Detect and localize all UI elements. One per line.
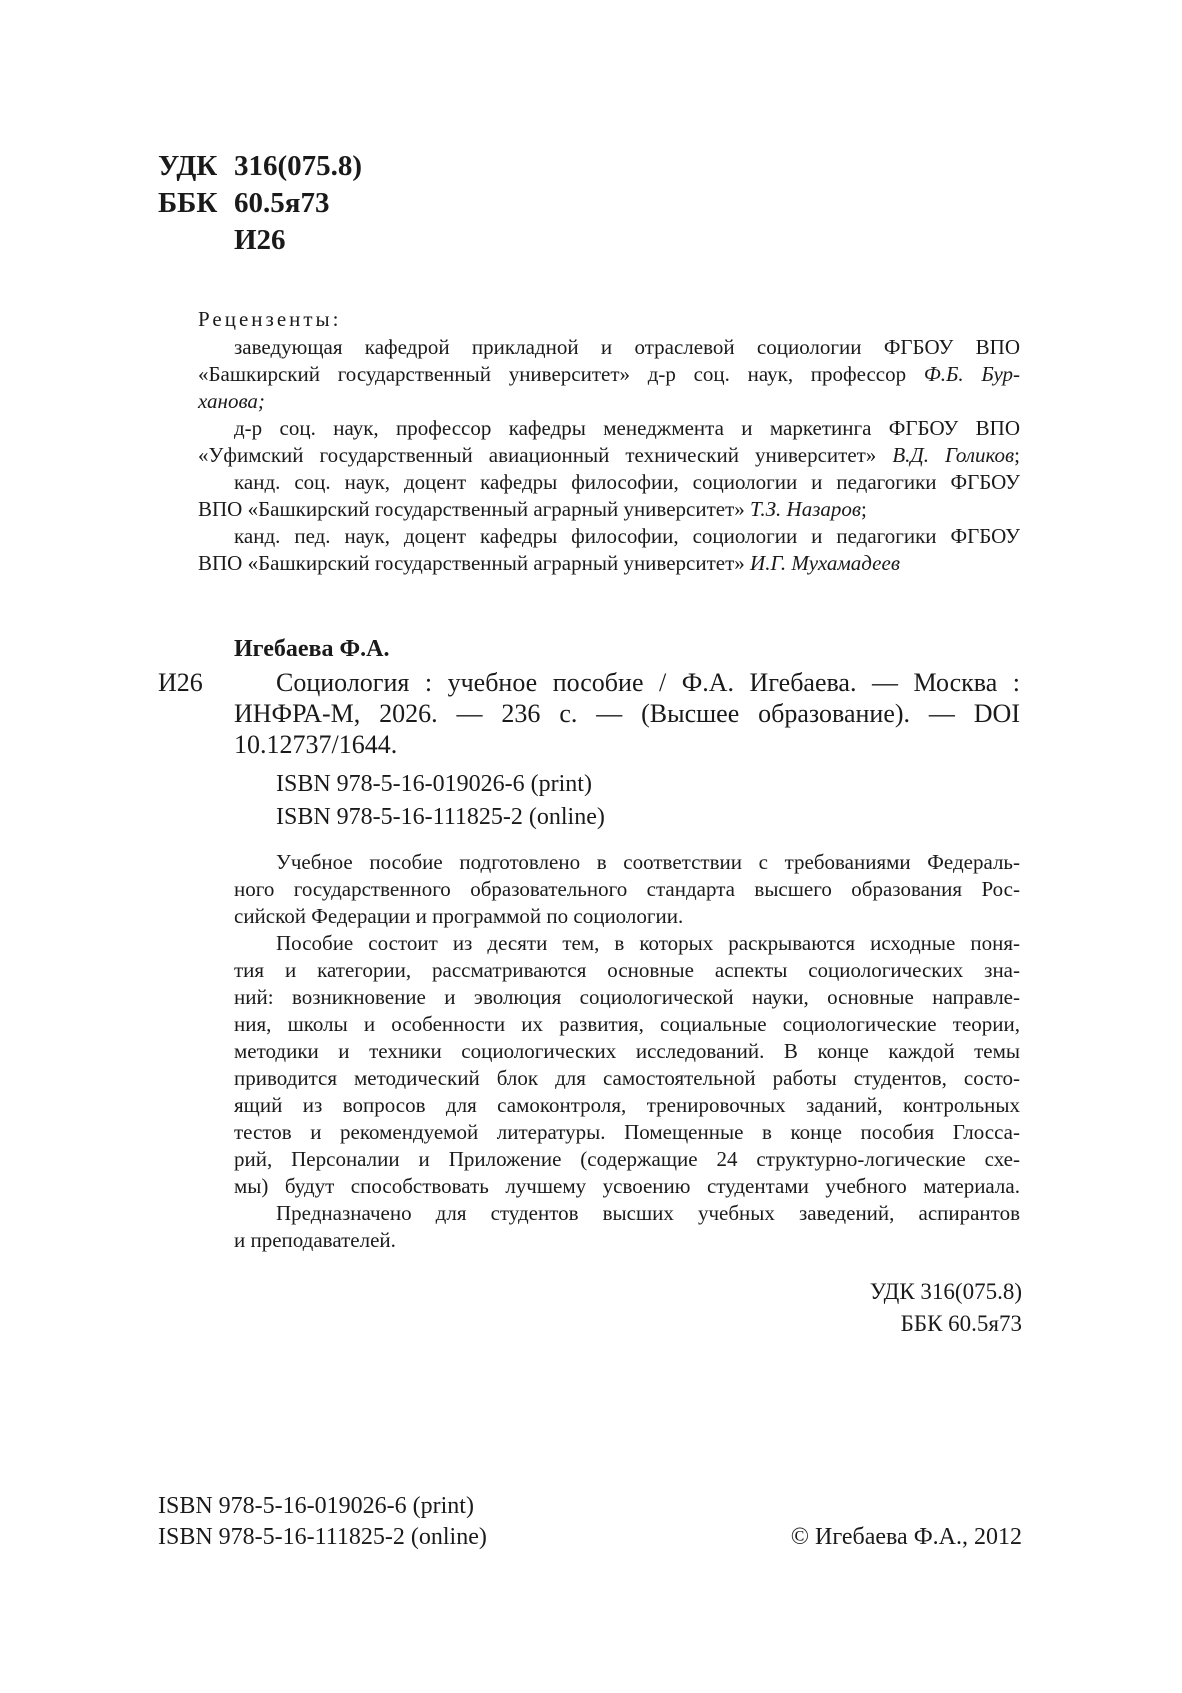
reviewer-name: И.Г. Мухамадеев	[750, 551, 900, 575]
abstract-line: ний: возникновение и эволюция социологической науки, основные направле-	[234, 985, 1020, 1009]
abstract-line: и преподавателей.	[234, 1228, 396, 1252]
reviewer-line: «Башкирский государственный университет» д-р соц. наук, профессор Ф.Б. Бур-	[198, 362, 1020, 386]
udk-label: УДК	[158, 150, 218, 182]
abstract-line: сийской Федерации и программой по социологии.	[234, 904, 684, 928]
reviewer-line: д-р соц. наук, профессор кафедры менеджмента и маркетинга ФГБОУ ВПО	[234, 416, 1020, 440]
reviewer-line: ВПО «Башкирский государственный аграрный университет» И.Г. Мухамадеев	[198, 551, 900, 575]
reviewer-name: В.Д. Голиков	[892, 443, 1015, 467]
abstract-line: Предназначено для студентов высших учебных заведений, аспирантов	[276, 1201, 1020, 1225]
footer-udk: УДК 316(075.8)	[869, 1279, 1022, 1304]
bbk-value: 60.5я73	[234, 187, 330, 219]
abstract-line: ного государственного образовательного стандарта высшего образования Рос-	[234, 877, 1020, 901]
author-mark: И26	[234, 224, 286, 256]
copyright: © Игебаева Ф.А., 2012	[790, 1524, 1022, 1550]
reviewer-line: ВПО «Башкирский государственный аграрный университет» Т.З. Назаров;	[198, 497, 867, 521]
abstract-line: ния, школы и особенности их развития, социальные социологические теории,	[234, 1012, 1020, 1036]
abstract-line: методики и техники социологических исследований. В конце каждой темы	[234, 1039, 1020, 1063]
footer-bbk: ББК 60.5я73	[900, 1311, 1022, 1336]
abstract-line: приводится методический блок для самостоятельной работы студентов, состо-	[234, 1066, 1020, 1090]
entry-code: И26	[158, 668, 203, 697]
bib-line: ИНФРА-М, 2026. — 236 с. — (Высшее образование). — DOI	[234, 699, 1020, 728]
reviewer-line: канд. пед. наук, доцент кафедры философии, социологии и педагогики ФГБОУ	[234, 524, 1020, 548]
bottom-isbn-online: ISBN 978-5-16-111825-2 (online)	[158, 1524, 487, 1550]
reviewer-name: Ф.Б. Бур-	[923, 362, 1020, 386]
reviewer-line: ханова;	[198, 389, 265, 413]
reviewer-line: канд. соц. наук, доцент кафедры философии, социологии и педагогики ФГБОУ	[234, 470, 1020, 494]
isbn-print: ISBN 978-5-16-019026-6 (print)	[276, 771, 592, 797]
bib-line: Социология : учебное пособие / Ф.А. Игебаева. — Москва :	[276, 668, 1020, 697]
bbk-label: ББК	[158, 187, 218, 219]
entry-author: Игебаева Ф.А.	[234, 636, 390, 662]
reviewer-line: «Уфимский государственный авиационный технический университет» В.Д. Голиков;	[198, 443, 1020, 467]
reviewer-name: Т.З. Назаров	[750, 497, 862, 521]
abstract-line: Учебное пособие подготовлено в соответствии с требованиями Федераль-	[276, 850, 1020, 874]
reviewers-heading: Рецензенты:	[198, 307, 342, 331]
abstract-line: тестов и рекомендуемой литературы. Помещенные в конце пособия Глосса-	[234, 1120, 1020, 1144]
abstract-line: ящий из вопросов для самоконтроля, тренировочных заданий, контрольных	[234, 1093, 1020, 1117]
abstract-line: мы) будут способствовать лучшему усвоению студентами учебного материала.	[234, 1174, 1020, 1198]
abstract-line: тия и категории, рассматриваются основные аспекты социологических зна-	[234, 958, 1020, 982]
abstract-line: Пособие состоит из десяти тем, в которых раскрываются исходные поня-	[276, 931, 1020, 955]
isbn-online: ISBN 978-5-16-111825-2 (online)	[276, 804, 605, 830]
abstract-line: рий, Персоналии и Приложение (содержащие 24 структурно-логические схе-	[234, 1147, 1020, 1171]
bottom-isbn-print: ISBN 978-5-16-019026-6 (print)	[158, 1493, 474, 1519]
udk-value: 316(075.8)	[234, 150, 363, 182]
bib-line: 10.12737/1644.	[234, 730, 398, 759]
reviewer-line: заведующая кафедрой прикладной и отраслевой социологии ФГБОУ ВПО	[234, 335, 1020, 359]
